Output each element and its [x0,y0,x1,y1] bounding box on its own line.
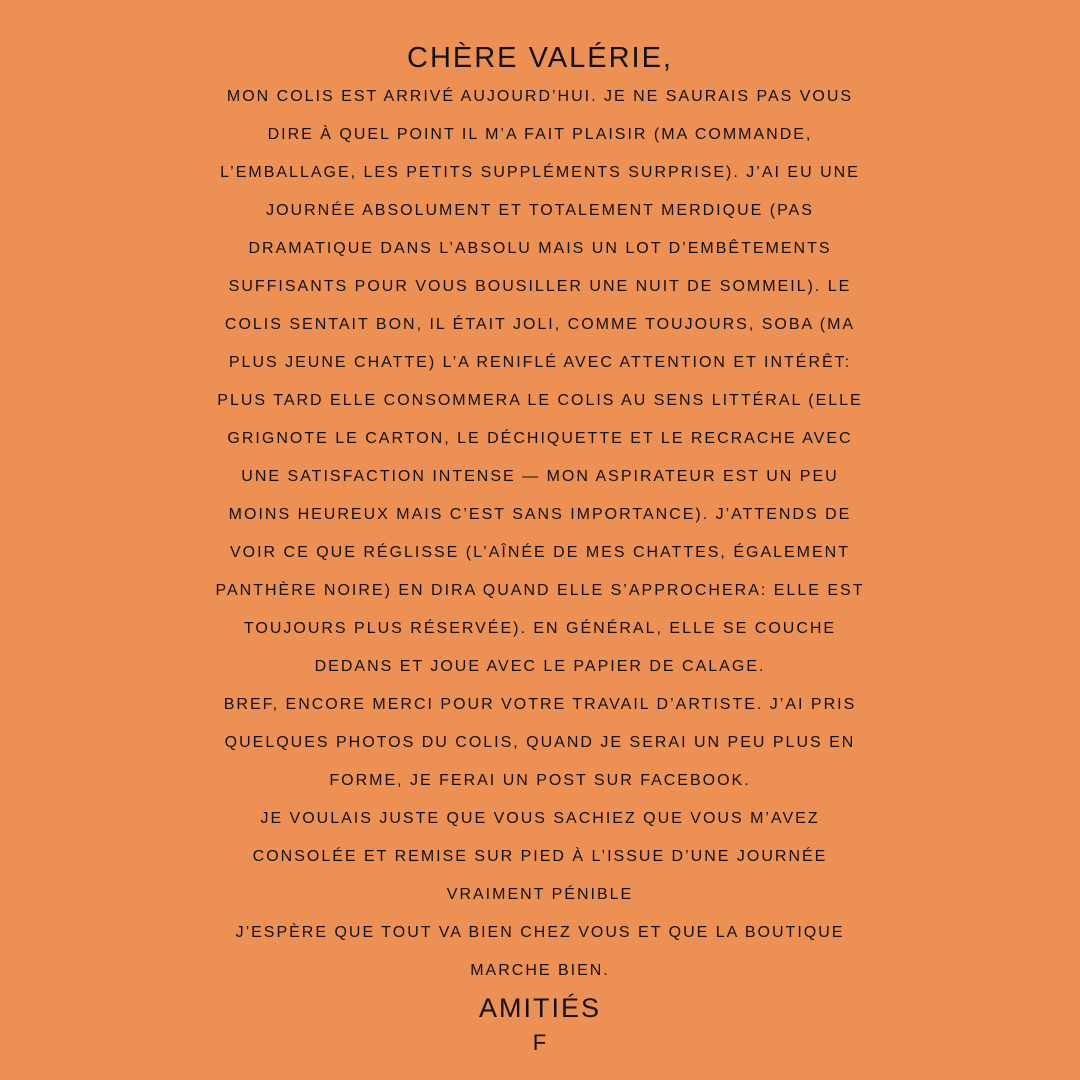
letter-line: PANTHÈRE NOIRE) EN DIRA QUAND ELLE S’APPROCHERA: ELLE EST [215,582,865,599]
letter-line: TOUJOURS PLUS RÉSERVÉE). EN GÉNÉRAL, ELLE SE COUCHE [243,620,837,637]
letter-line: VOIR CE QUE RÉGLISSE (L’AÎNÉE DE MES CHATTES, ÉGALEMENT [229,544,851,561]
letter-line: GRIGNOTE LE CARTON, LE DÉCHIQUETTE ET LE RECRACHE AVEC [227,430,853,447]
letter-line: PLUS JEUNE CHATTE) L’A RENIFLÉ AVEC ATTENTION ET INTÉRÊT: [228,354,852,371]
letter-line: BREF, ENCORE MERCI POUR VOTRE TRAVAIL D’ARTISTE. J’AI PRIS [223,696,857,713]
letter-line: MOINS HEUREUX MAIS C’EST SANS IMPORTANCE). J’ATTENDS DE [228,506,852,523]
letter-line: JOURNÉE ABSOLUMENT ET TOTALEMENT MERDIQUE (PAS [266,202,814,219]
letter-line: DEDANS ET JOUE AVEC LE PAPIER DE CALAGE. [314,658,766,675]
letter-line: QUELQUES PHOTOS DU COLIS, QUAND JE SERAI UN PEU PLUS EN [224,734,856,751]
letter-greeting: CHÈRE VALÉRIE, [407,42,673,74]
letter-line: DRAMATIQUE DANS L’ABSOLU MAIS UN LOT D’EMBÊTEMENTS [248,240,832,257]
letter-line: UNE SATISFACTION INTENSE — MON ASPIRATEUR EST UN PEU [241,468,839,485]
letter-signoff: AMITIÉS [478,993,601,1023]
letter-body [0,78,1080,990]
letter-line: PLUS TARD ELLE CONSOMMERA LE COLIS AU SENS LITTÉRAL (ELLE [217,392,863,409]
letter-line: SUFFISANTS POUR VOUS BOUSILLER UNE NUIT DE SOMMEIL). LE [228,278,852,295]
letter-signature-initial: F [532,1030,548,1055]
letter-line: J’ESPÈRE QUE TOUT VA BIEN CHEZ VOUS ET QUE LA BOUTIQUE [235,924,845,941]
letter-line: MARCHE BIEN. [470,962,610,979]
letter-line: MON COLIS EST ARRIVÉ AUJOURD’HUI. JE NE SAURAIS PAS VOUS [226,88,854,105]
letter-line: DIRE À QUEL POINT IL M’A FAIT PLAISIR (MA COMMANDE, [267,126,813,143]
letter-line: FORME, JE FERAI UN POST SUR FACEBOOK. [329,772,751,789]
letter-line: JE VOULAIS JUSTE QUE VOUS SACHIEZ QUE VOUS M’AVEZ [260,810,820,827]
letter-line: VRAIMENT PÉNIBLE [446,886,634,903]
letter-line: COLIS SENTAIT BON, IL ÉTAIT JOLI, COMME TOUJOURS, SOBA (MA [224,316,856,333]
letter-line: CONSOLÉE ET REMISE SUR PIED À L’ISSUE D’UNE JOURNÉE [252,848,828,865]
letter-line: L’EMBALLAGE, LES PETITS SUPPLÉMENTS SURPRISE). J’AI EU UNE [220,164,860,181]
